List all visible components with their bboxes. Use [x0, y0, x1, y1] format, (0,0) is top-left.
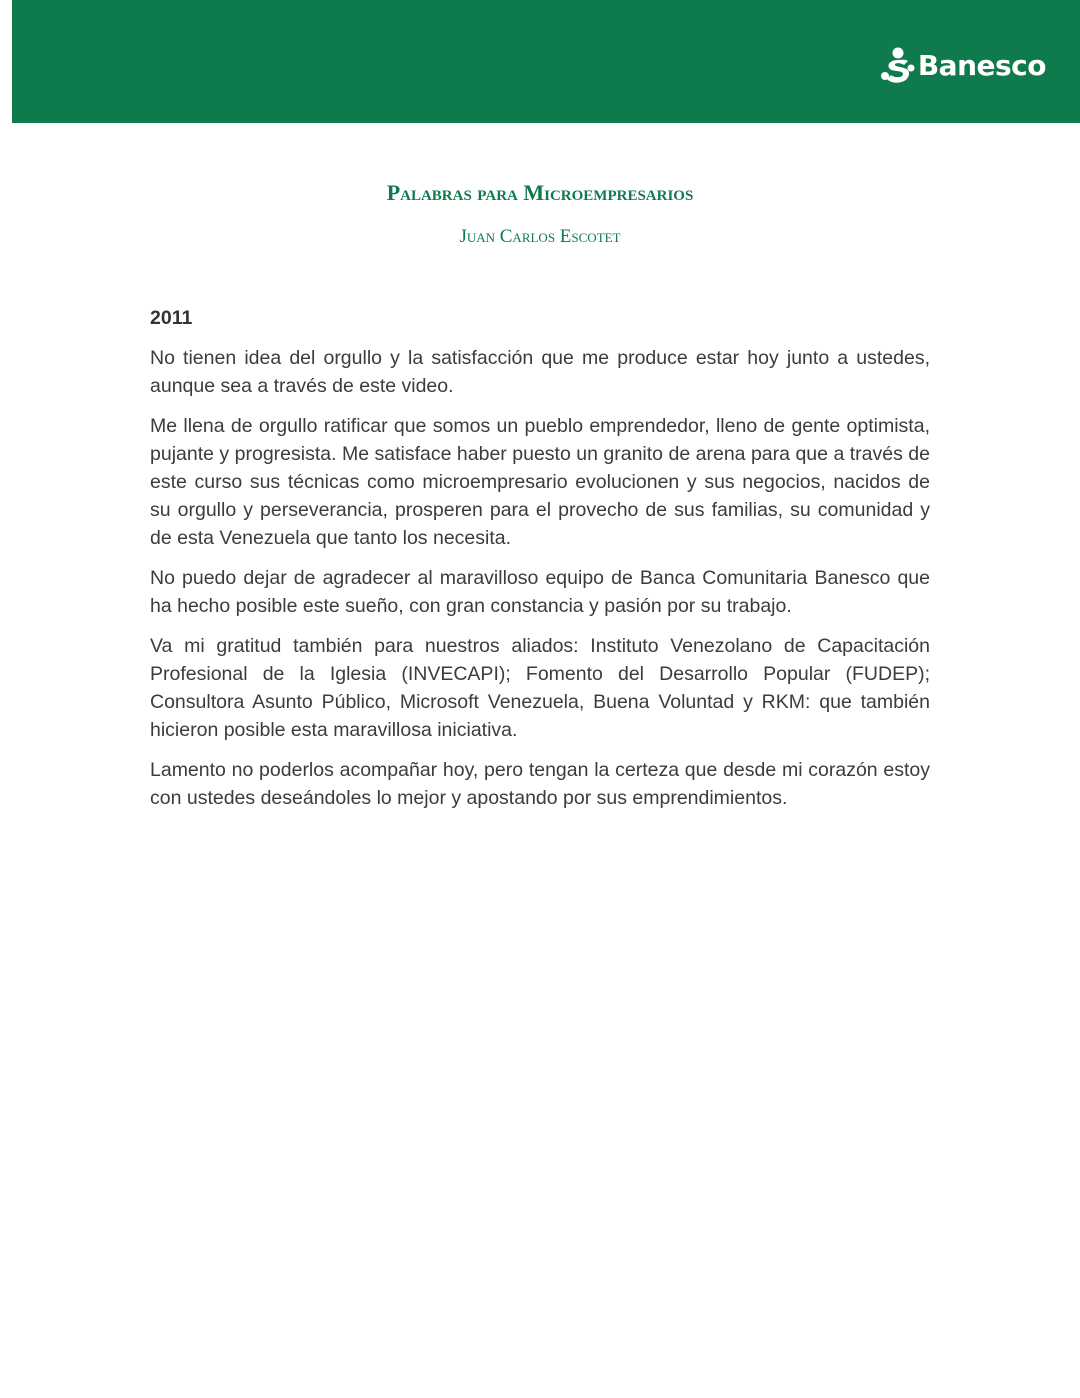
brand-name: Banesco	[917, 49, 1046, 82]
brand-logo	[880, 46, 1046, 86]
document-title: Palabras para Microempresarios	[386, 180, 694, 205]
banesco-logo-icon	[880, 46, 916, 86]
header-band	[12, 0, 1080, 123]
document-body	[150, 304, 930, 824]
paragraph: Va mi gratitud también para nuestros aliados: Instituto Venezolano de Capacitación Profesional de la Iglesia (INVECAPI); Fomento del Desarrollo Popular (FUDEP); Consultora Asunto Público, Microsoft Venezuela, Buena Voluntad y RKM: que también hicieron posible esta maravillosa iniciativa.	[150, 635, 930, 741]
paragraph: Lamento no poderlos acompañar hoy, pero tengan la certeza que desde mi corazón estoy con ustedes deseándoles lo mejor y apostando por sus emprendimientos.	[150, 759, 930, 809]
paragraph: Me llena de orgullo ratificar que somos un pueblo emprendedor, lleno de gente optimista, pujante y progresista. Me satisface haber puesto un granito de arena para que a través de este curso sus técnicas como microempresario evolucionen y sus negocios, nacidos de su orgullo y perseverancia, prosperen para el provecho de sus familias, su comunidad y de esta Venezuela que tanto los necesita.	[150, 415, 930, 549]
document-year: 2011	[150, 307, 193, 329]
document-author: Juan Carlos Escotet	[459, 226, 621, 247]
paragraph: No puedo dejar de agradecer al maravilloso equipo de Banca Comunitaria Banesco que ha hecho posible este sueño, con gran constancia y pasión por su trabajo.	[150, 567, 930, 617]
paragraph: No tienen idea del orgullo y la satisfacción que me produce estar hoy junto a ustedes, aunque sea a través de este video.	[150, 347, 930, 397]
